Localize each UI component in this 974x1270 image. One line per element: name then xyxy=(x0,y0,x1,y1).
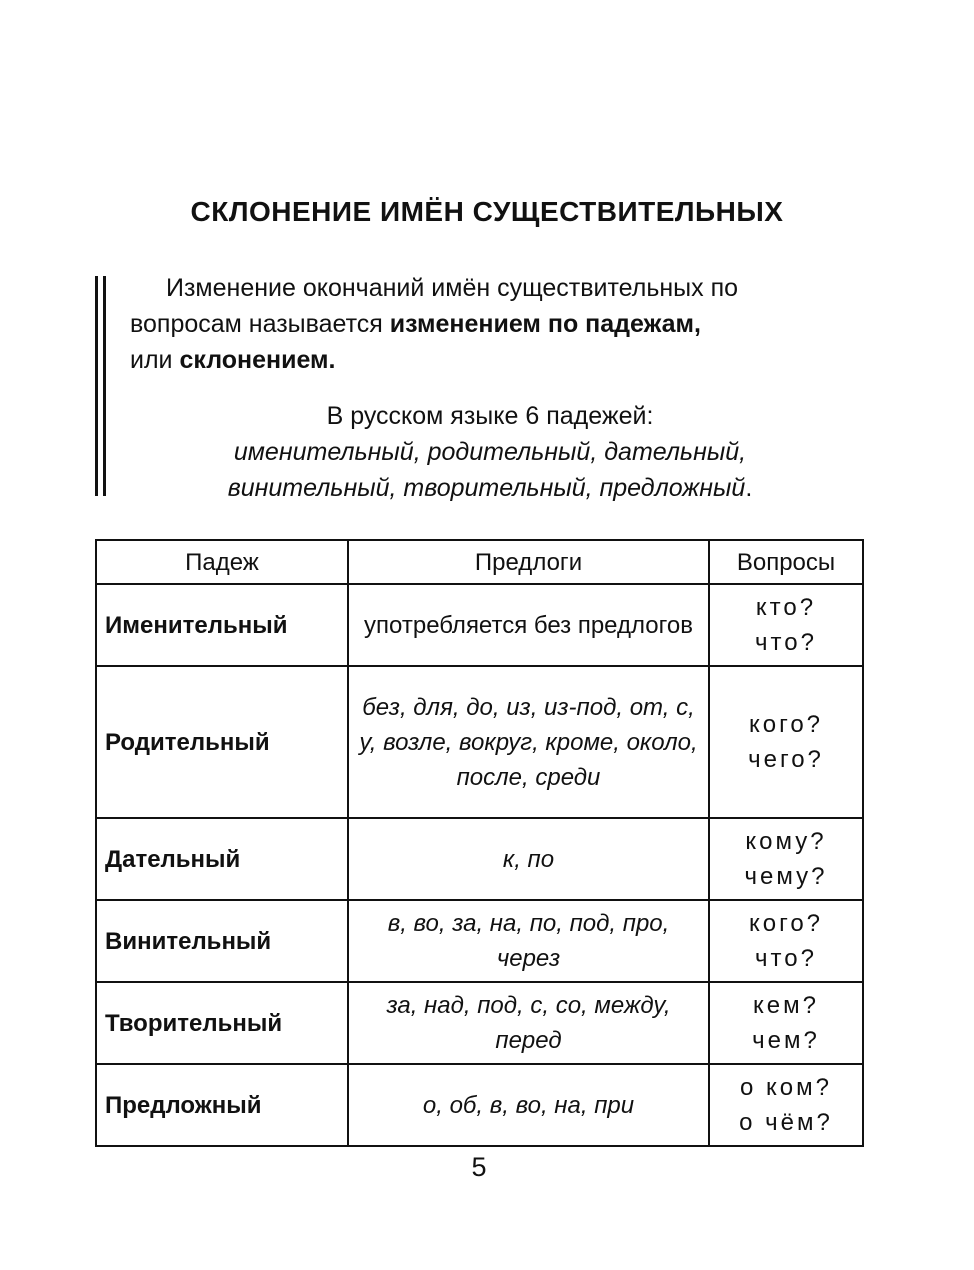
case-prepositions: за, над, под, с, со, между, перед xyxy=(348,982,709,1064)
cases-list-line-2-period: . xyxy=(745,474,753,502)
case-questions: кого? чего? xyxy=(709,666,863,818)
cases-table xyxy=(95,539,864,1147)
intro-line-3-text: или xyxy=(130,346,180,374)
case-prepositions: употребляется без предлогов xyxy=(348,584,709,666)
case-name: Творительный xyxy=(96,982,348,1064)
page-number: 5 xyxy=(471,1152,487,1182)
case-name: Предложный xyxy=(96,1064,348,1146)
case-name: Дательный xyxy=(96,818,348,900)
rule-bar xyxy=(95,276,98,496)
header-prepositions: Предлоги xyxy=(348,540,709,584)
case-prepositions: к, по xyxy=(348,818,709,900)
cases-list-line-2 xyxy=(110,470,870,506)
case-prepositions: без, для, до, из, из-под, от, с, у, возле, вокруг, кроме, около, после, среди xyxy=(348,666,709,818)
case-questions: кто? что? xyxy=(709,584,863,666)
page-title: СКЛОНЕНИЕ ИМЁН СУЩЕСТВИТЕЛЬНЫХ xyxy=(190,196,784,227)
table-row xyxy=(96,584,863,666)
intro-line-2-text: вопросам называется xyxy=(130,310,390,338)
case-name: Именительный xyxy=(96,584,348,666)
case-name: Винительный xyxy=(96,900,348,982)
table-header-row xyxy=(96,540,863,584)
case-questions: кого? что? xyxy=(709,900,863,982)
intro-line-2 xyxy=(130,306,872,342)
rule-bar xyxy=(103,276,106,496)
cases-list-line-2-text: винительный, творительный, предложный xyxy=(227,474,746,502)
intro-term-declension-by-cases: изменением по падежам, xyxy=(389,310,701,338)
table-row xyxy=(96,818,863,900)
case-questions: кому? чему? xyxy=(709,818,863,900)
header-questions: Вопросы xyxy=(709,540,863,584)
table-row xyxy=(96,1064,863,1146)
double-rule-marker xyxy=(95,276,107,496)
case-prepositions: в, во, за, на, по, под, про, через xyxy=(348,900,709,982)
header-case: Падеж xyxy=(96,540,348,584)
case-questions: кем? чем? xyxy=(709,982,863,1064)
case-questions: о ком? о чём? xyxy=(709,1064,863,1146)
case-prepositions: о, об, в, во, на, при xyxy=(348,1064,709,1146)
cases-list-line-1: именительный, родительный, дательный, xyxy=(233,438,747,466)
intro-paragraph xyxy=(130,270,872,378)
table-row xyxy=(96,666,863,818)
cases-heading: В русском языке 6 падежей: xyxy=(326,402,654,430)
table-row xyxy=(96,900,863,982)
case-name: Родительный xyxy=(96,666,348,818)
intro-term-declension: склонением. xyxy=(179,346,336,374)
intro-line-3 xyxy=(130,342,872,378)
table-row xyxy=(96,982,863,1064)
cases-list-block xyxy=(110,398,870,506)
intro-line-1: Изменение окончаний имён существительных по xyxy=(166,274,739,302)
